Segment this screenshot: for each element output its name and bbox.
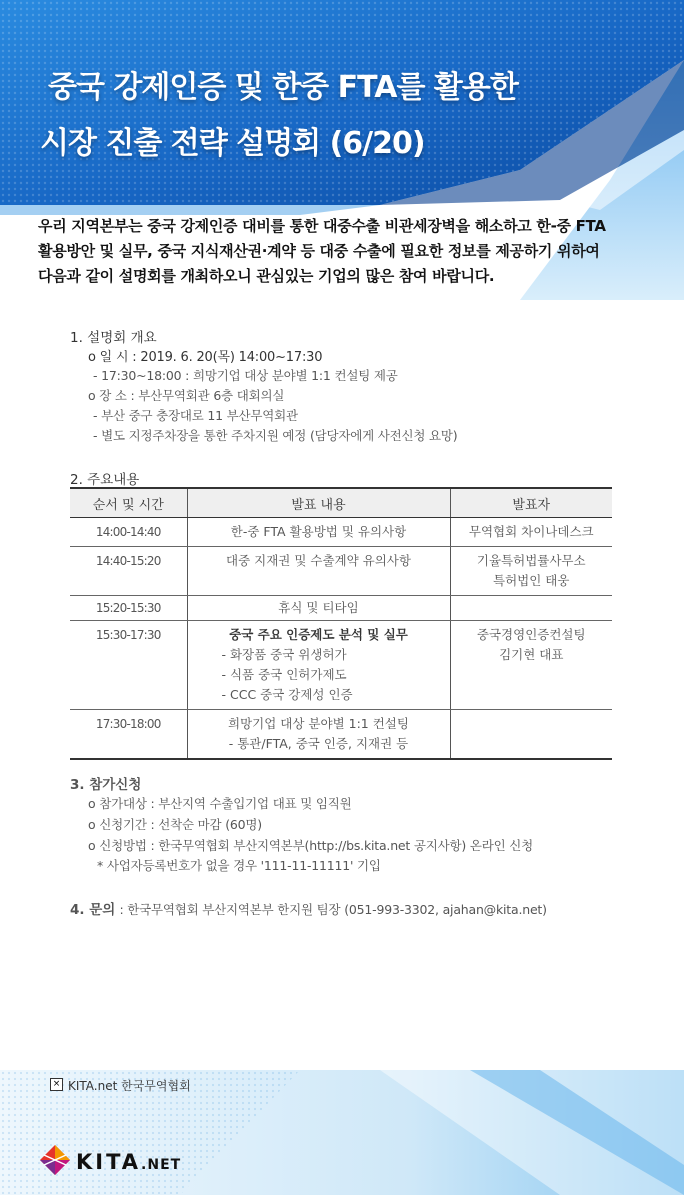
content-title: 중국 주요 인증제도 분석 및 실무 [229, 627, 408, 642]
column-header: 발표자 [450, 488, 612, 518]
overview-place: o 장 소 : 부산무역회관 6층 대회의실 [88, 388, 285, 403]
column-header: 발표 내용 [187, 488, 450, 518]
table-header-row [70, 488, 612, 518]
overview-date: o 일 시 : 2019. 6. 20(목) 14:00~17:30 [88, 350, 323, 365]
apply-period: o 신청기간 : 선착순 마감 (60명) [88, 817, 262, 832]
row-content [187, 621, 450, 710]
row-speaker [450, 621, 612, 710]
footer-image-alt: KITA.net 한국무역협회 [68, 1079, 191, 1093]
row-speaker [450, 710, 612, 760]
row-time: 15:20-15:30 [70, 596, 187, 621]
overview-heading: 1. 설명회 개요 [70, 330, 157, 346]
row-content: 한-중 FTA 활용방법 및 유의사항 [187, 518, 450, 547]
speaker-name: 중국경영인증컨설팅 [476, 627, 586, 642]
table-row [70, 596, 612, 621]
intro-line: 활용방안 및 실무, 중국 지식재산권·계약 등 대중 수출에 필요한 정보를 제공하기 위하여 [38, 242, 600, 260]
logo-main: KITA [76, 1150, 142, 1174]
intro-paragraph [38, 214, 648, 289]
logo-suffix: .NET [141, 1157, 182, 1173]
kita-logo-icon [38, 1143, 72, 1177]
apply-heading: 3. 참가신청 [70, 777, 142, 793]
column-header: 순서 및 시간 [70, 488, 187, 518]
overview-place-sub1: - 부산 중구 충장대로 11 부산무역회관 [93, 408, 298, 423]
speaker-name: 특허법인 태웅 [493, 573, 570, 588]
program-heading: 2. 주요내용 [70, 472, 140, 488]
speaker-name: 기율특허법률사무소 [476, 553, 586, 568]
speaker-name: 김기현 대표 [499, 647, 564, 662]
intro-line: 우리 지역본부는 중국 강제인증 대비를 통한 대중수출 비관세장벽을 해소하고 한-중 FTA [38, 217, 606, 235]
page-title-line2: 시장 진출 전략 설명회 (6/20) [40, 126, 425, 161]
contact-text: : 한국무역협회 부산지역본부 한지원 팀장 (051-993-3302, ajahan@kita.net) [119, 902, 547, 917]
row-speaker [450, 547, 612, 596]
content-sub: - 식품 중국 인허가제도 [221, 667, 347, 682]
intro-line: 다음과 같이 설명회를 개최하오니 관심있는 기업의 많은 참여 바랍니다. [38, 267, 495, 285]
content-sub: - 화장품 중국 위생허가 [221, 647, 347, 662]
apply-note: * 사업자등록번호가 없을 경우 '111-11-11111' 기입 [97, 858, 381, 873]
row-time: 15:30-17:30 [70, 621, 187, 710]
content-sub: - 통관/FTA, 중국 인증, 지재권 등 [228, 736, 409, 751]
row-content: 휴식 및 티타임 [187, 596, 450, 621]
overview-date-sub: - 17:30~18:00 : 희망기업 대상 분야별 1:1 컨설팅 제공 [93, 368, 398, 383]
content-sub: - CCC 중국 강제성 인증 [221, 687, 353, 702]
contact-line [70, 898, 547, 918]
row-content [187, 710, 450, 760]
apply-method: o 신청방법 : 한국무역협회 부산지역본부(http://bs.kita.net 공지사항) 온라인 신청 [88, 838, 533, 853]
broken-image-icon: × [50, 1078, 63, 1091]
kita-logo-text [76, 1150, 181, 1174]
table-row [70, 518, 612, 547]
overview-place-sub2: - 별도 지정주차장을 통한 주차지원 예정 (담당자에게 사전신청 요망) [93, 428, 458, 443]
program-table [70, 487, 612, 760]
apply-target: o 참가대상 : 부산지역 수출입기업 대표 및 임직원 [88, 796, 352, 811]
table-row [70, 547, 612, 596]
table-row [70, 710, 612, 760]
contact-label: 4. 문의 [70, 902, 116, 918]
row-speaker: 무역협회 차이나데스크 [450, 518, 612, 547]
row-speaker [450, 596, 612, 621]
content-title: 희망기업 대상 분야별 1:1 컨설팅 [228, 716, 409, 731]
table-row [70, 621, 612, 710]
row-time: 14:00-14:40 [70, 518, 187, 547]
row-time: 14:40-15:20 [70, 547, 187, 596]
page-title-line1: 중국 강제인증 및 한중 FTA를 활용한 [48, 70, 518, 105]
row-content: 대중 지재권 및 수출계약 유의사항 [187, 547, 450, 596]
row-time: 17:30-18:00 [70, 710, 187, 760]
